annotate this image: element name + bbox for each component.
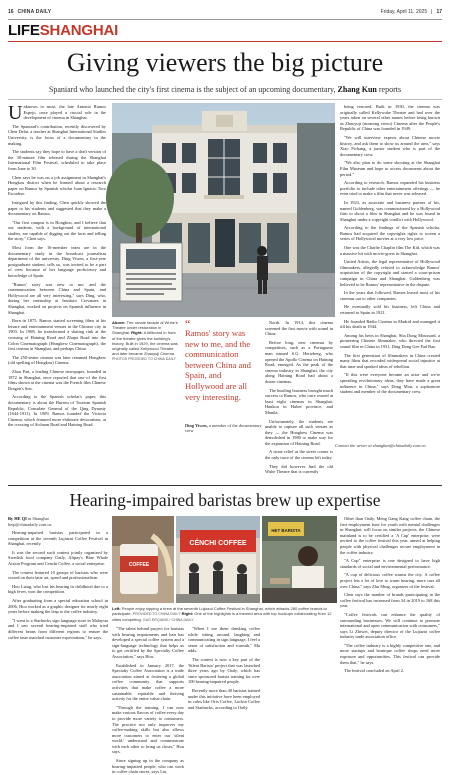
caption-left-credit: PROVIDED TO CHINA DAILY	[132, 612, 181, 617]
story2-col1-para: Hou Liang, who lost his hearing in childhood due to a high fever, won the competition.	[8, 583, 108, 595]
masthead-left	[8, 9, 51, 15]
story1-col1-para: The 250-seater cinema was later renamed Hongkew (old spelling of Hongkou) Cinema.	[8, 354, 106, 366]
story1-col2-para: They did however find the old Wuhe Theatre that is currently	[265, 463, 333, 475]
cenchi-booth-photo	[176, 516, 260, 603]
story1-col1-para: Born in 1875, Ramos started screening films at his leisure and entertainment venues in the Chinese city in 1903. In 1908, he transformed a skating rink at the crossing of Haining Road and Zhapu Road into the Colon Cinematograph (Hongkew Cinematograph), the first cinema in Shanghai, and perhaps China.	[8, 318, 106, 352]
masthead	[8, 6, 442, 18]
story2-col1-para: It was the second such contest jointly organized by Swedish food company Oatly, Alipay's Blue Whale Action Program and Cenchi Coffee, a social enterprise.	[8, 549, 108, 566]
byline-email: heqi@chinadaily.com.cn	[8, 521, 52, 527]
barista-photo	[262, 516, 337, 603]
story1-col3-para: One was the Charlie Chaplin film The Kid, which was a massive hit with movie-goers in Shanghai.	[340, 245, 440, 256]
story2-column-4	[340, 516, 440, 742]
story2-col3-para: The contest is now a key part of the 'Silent Barista' project that was launched three years ago by Oatly, which has since sponsored barista training for over 100 hearing-impaired people.	[188, 656, 260, 685]
story2-col1-para: The contest featured 10 groups of baristas who were scored on their latte art, speed and professionalism.	[8, 569, 108, 581]
cup-label: COFFEE	[128, 562, 150, 568]
coffee-cup-illustration	[112, 516, 174, 603]
section-header	[8, 22, 442, 40]
page-number-right: 17	[436, 9, 442, 15]
story1-col3-para: In the years that followed, Ramos leased most of his cinemas out to other companies.	[340, 290, 440, 301]
wuhe-theatre-illustration	[112, 103, 335, 317]
caption-right-label: Right:	[181, 611, 194, 617]
section-title	[8, 22, 442, 40]
story1-col2-para: Unfortunately, the students are unable to capture all such venues as they — the Hongkew Cinema was demolished in 1980 to make way for the expansion of Haining Road.	[265, 418, 333, 446]
story1-col1-para: Zhou Pan, a leading Chinese newspaper, founded in 1872 in Shanghai, once reported that one of the first films shown at the cinema was the French film Chinese Dragon's Son.	[8, 368, 106, 391]
story1-column-1	[8, 104, 106, 482]
story1-col3-para: "We will interview experts about Chinese movie history, and ask them to show us around the area," says Xiao Pichang, a junior student who is part of the documentary crew.	[340, 134, 440, 157]
story2-byline	[8, 516, 52, 527]
story1-col3-para: According to the findings of the Spanish scholar, Ramos had acquired the copyrights rights to screen a series of Hollywood movies at a very low price.	[340, 225, 440, 242]
story2-col4-para: "Coffee festivals can enhance the quality of surrounding businesses. We will continue to promote international and open communication with consumers," says Li Zhiwei, deputy director of the Lujiazui coffee industry trade association office.	[340, 611, 440, 640]
story2-col4-para: "The coffee industry is a highly competitive one, and more startups and boutique coffee shops need more exposure and opportunities. This festival can provide them that," he says.	[340, 642, 440, 665]
caption-left-label: Left:	[112, 606, 121, 611]
pull-quote-source	[185, 423, 263, 434]
story2-col1-para: After graduating from a special education school in 2006, Hou worked as a graphic designer for nearly eight years before making the leap to the coffee industry.	[8, 597, 108, 615]
story2-col2-para: "Through the training, I can now make various flavors of coffee every day to provide more variety to consumers. The practice not only improves my coffee-making skills but also allows more customers to enter our 'silent world,' understand and communicate with each other to bring us closer," Hou says.	[112, 704, 184, 755]
section-rule	[8, 41, 442, 42]
story1-col1-para: "Our first campus is in Hongkou, and I believe that our students, with a background of international studies, are capable of digging out the facts and telling the story," Chen says.	[8, 219, 106, 242]
story1-col3-para: "If this were everyone became an actor and we're spreading revolutionary ideas, they have made a great influence in China," says Dong Mon, a sophomore student and member of the documentary crew.	[340, 372, 440, 395]
story2-headline: Hearing-impaired baristas brew up expertise	[69, 490, 381, 510]
writer-contact: Contact the writer at zhangkun@chinadaily.com.cn	[335, 443, 426, 448]
date-line: Friday, April 11, 2025	[380, 9, 428, 15]
quote-mark-icon: “	[185, 317, 191, 331]
story2-column-2	[112, 626, 184, 775]
top-rule	[8, 19, 442, 20]
drop-cap: U	[8, 102, 23, 124]
story2-col1-para: "I went to a Starbucks sign language store in Malaysia and I saw several hearing-impaired staff who tried different beans from different regions to ensure the coffee taste matched customer expectations," he says.	[8, 617, 108, 640]
pull-quote-role: a member of the documentary crew	[185, 423, 262, 434]
story2-col3-para: Recently more than 40 baristas trained under this initiative have been employed in cafes like Oris Coffee, Luckin Coffee and Starbucks, according to Oatly.	[188, 687, 260, 710]
booth-sign: CÉNCHI COFFEE	[189, 540, 247, 547]
wuhe-theatre-photo	[112, 103, 335, 317]
story1-column-2	[265, 320, 333, 482]
story1-col3-para: In 1923, as associate and business partner of his, named Goldenberg, was commissioned by a Hollywood firm to shoot a film in Shanghai and he was found in Shanghai under a copyright conflict with Hollywood.	[340, 199, 440, 222]
story2-column-3	[188, 626, 260, 742]
story2-col4-para: The festival concluded on April 2.	[344, 668, 404, 674]
story1-col1-para: The students say they hope to have a draft version of the 30-minute film released during the Shanghai International Film Festival, scheduled to take place from June to 30.	[8, 149, 106, 171]
story1-col1-para: Chen says he was on a job assignment in Shanghai's Hongkou district when he learned about a research paper on Ramos by Spanish scholar Juan Ignacio Toro Escudero.	[8, 174, 106, 197]
story2-col2-para: "The talent behind project for baristas with hearing impairments and hair has developed a special coffee system and a sign-language technology that helps us to get certified by the Specialty Coffee Association," says Hou.	[112, 626, 184, 659]
photo-caption-right-label: Right:	[131, 330, 143, 336]
pull-quote-text: Ramos' story was new to me, and the communication between China and Spain, and Hollywood are all very interesting.	[185, 328, 251, 402]
story1-col1-para: The Spaniard's contribution, recently discovered by Chen Delai, a teacher at Shanghai International Studies University, is the focus of a documentary in the making.	[8, 123, 106, 146]
story1-col1-para: "Ramos' story was new to me, and the communication between China and Spain, and Hollywood are all very interesting," says Ding, who, during her internship at Instituto Cervantes in Shanghai, worked on projects on Spanish influence in Shanghai.	[8, 281, 106, 315]
story1-col1-para-0: Unknown to most, the late Antonio Ramos Espejo, once played a crucial role in the development of cinema in Shanghai.	[8, 102, 106, 124]
story1-col3-para: The first generation of filmmakers in China created many films that recorded widespread social injustice at that time and sparked ideas of rebellion.	[340, 352, 440, 369]
standfirst-rule	[8, 99, 442, 100]
standfirst-text: Spaniard who launched the city's first cinema is the subject of an upcoming documentary,	[48, 85, 336, 94]
story2-col2-para: Established in January 2017, the Specialty Coffee Association is a trade association aimed at fostering a global coffee community that supports activities that make coffee a more sustainable, equitable and thriving activity for the entire value chain.	[112, 662, 184, 702]
story2-col4-para: Other than Oatly, Meng Gang Kang coffee chain, the first employment base for youth with mental challenges in Shanghai, will focus on similar projects, the Chinese mainland is to be certified a 'A Cup' enterprise, were invited to the coffee festival this year, aimed at helping people with physical challenges secure employment in the coffee industry.	[340, 516, 440, 555]
standfirst-author: Zhang Kun	[337, 85, 377, 94]
byline-name: By HE QI	[8, 516, 27, 521]
caption-left-text: People enjoy sipping a brew at the seventh Lujiazui Coffee Festival in Shanghai, which attracts 280 coffee brands to participate.	[112, 606, 327, 617]
barista-sign: HET BARISTA	[271, 528, 301, 533]
story1-col2-para: The bustling business brought much success to Ramos, who once owned at least eight cinemas in Shanghai, Hankou in Hubei province, and Manila.	[265, 387, 333, 415]
story1-col3-para: He founded Radio Cinema in Madrid and managed it till his death in 1944.	[340, 318, 440, 330]
photo-caption-right-text: A billboard in front of the theatre gives the building's history. Built in 1929, the cinema was originally called Kellywood Theatre and later became Zhaoyuji Cinema.	[112, 330, 178, 357]
coffee-photo-strip	[112, 516, 335, 603]
story1-headline: Giving viewers the big picture	[66, 48, 384, 77]
pull-quote	[185, 317, 261, 402]
pull-quote-name: Ding Yiwen,	[185, 423, 208, 428]
coffee-cup-photo	[112, 516, 174, 603]
caption-right-credit: GAO ERQIANG / CHINA DAILY	[142, 618, 194, 623]
page-divider: |	[431, 9, 433, 15]
story1-col3-para: He eventually sold his business, left China and returned to Spain in 1921.	[340, 304, 440, 315]
story1-col2-para: North. In 1914, this cinema screened the first movie with sound in China.	[265, 320, 333, 337]
story1-col3-para: "We also plan to do some shooting at the Shanghai Film Museum and hope to access documents about the period."	[340, 160, 440, 177]
story1-column-3	[340, 104, 440, 442]
story1-col1-para: According to the Spanish scholar's paper, this documentary is about the Bureau of Tourism Spanish Republic, Consulate General of the Qing Dynasty (1644-1911). In 1909, Ramos founded the Victoria Cinema, which featured more elaborate decorations, at the crossing of Sichuan Road and Haining Road.	[8, 394, 106, 428]
paper-name: CHINA DAILY	[17, 9, 52, 15]
photo-caption	[112, 320, 180, 363]
barista-illustration	[262, 516, 337, 603]
masthead-right	[381, 9, 442, 15]
photo-caption-label: Above:	[112, 320, 126, 325]
photo-credit: PHOTOS PROVIDED TO CHINA DAILY	[112, 357, 176, 362]
story2-col3-para: "When I see them drinking coffee while sitting around, laughing and communicating in sign language, I feel a sense of satisfaction and warmth," Ma adds.	[188, 626, 260, 654]
story2-column-1	[8, 530, 108, 742]
story1-col3-para: being restored. Built in 1930, the cinema was originally called Kellywuhe Theatre and had over the years taken on several other names before being known as Zhaoyuji (meaning views) Cinema after the People's Republic of China was founded in 1949.	[340, 104, 440, 132]
story2-col4-para: "A cup of delicious coffee warms the city. A coffee project lets a lot of love to warm hearing, more cars all over China," says Zhu Ming, organizer of the festival.	[340, 572, 440, 589]
story-divider	[8, 485, 442, 486]
caption-right-text: One of the highlights is a themed area with top hookups collaborating from 12 cities competing.	[112, 611, 332, 623]
story2-col4-para: Chen says the number of brands participating in the coffee festival has increased from 34 in 2019 to 168 this year.	[340, 592, 440, 609]
standfirst-end: reports	[378, 85, 402, 94]
photo-caption-text: The ornate facade of Wuhe's Theatre under restoration in Shanghai.	[112, 320, 178, 336]
story1-col1-para: Intrigued by this finding, Chen quickly showed the paper to his students and suggested that they make a documentary on Ramos.	[8, 199, 106, 217]
story1-col3-para: United Artists, the legal representative of Hollywood filmmakers, allegedly refused to acknowledge Ramos' acquisition of the copyright and started a court-prison campaign in China and Shanghai. Goldenberg was believed to be Ramos' representative in the dispute.	[340, 259, 440, 287]
section-label-life: LIFE	[8, 22, 40, 39]
story2-col1-para: Hearing-impaired baristas participated in a competition at the seventh Lujiazui Coffee Festival in Shanghai, recently.	[8, 530, 108, 547]
story2-col4-para: "A Cup" enterprise is one designed to have high standards of social and environmental performance.	[340, 558, 440, 569]
story1-col3-para: According to research, Ramos expanded his business portfolio to include other entertainment offerings — he even tried to make a film that never was released.	[340, 180, 440, 197]
page-number: 16	[8, 9, 14, 15]
story1-col2-para: Before long, new cinemas by competitors, such as a Portuguese man named S.G. Hertzberg, who opened the Apollo Cinema on Haining Road, emerged. As the peak of the cinema industry in Shanghai, the city along Haining Road had about a dozen cinemas.	[265, 339, 333, 384]
story1-col3-para: Among his heirs in Shanghai, Sha Dong Moussard, a pioneering Chinese filmmaker, who directed the first sound film in China in 1931, Ding Dong Gee Fad Rao.	[340, 332, 440, 349]
story1-standfirst	[20, 84, 430, 95]
story1-col1-para: Most from the 16-member team are in the documentary study in the broadcast journalism department of the university. Ding Yiwen, a first-year postgraduate student, tells us, was invited to be a part of crew because of her language proficiency and knowledge of Spain.	[8, 245, 106, 279]
story1-col2-para: A stone relief at the street corner is the only trace of the cinema left today.	[265, 449, 333, 461]
byline-place: in Shanghai	[27, 516, 49, 521]
story2-col2-para: Since signing up in the company as hearing-impaired people, who can work in coffee chain stores, says Liu.	[112, 758, 184, 775]
cenchi-booth-illustration	[176, 516, 260, 603]
section-label-shanghai: SHANGHAI	[39, 22, 119, 39]
story2-caption	[112, 606, 340, 624]
